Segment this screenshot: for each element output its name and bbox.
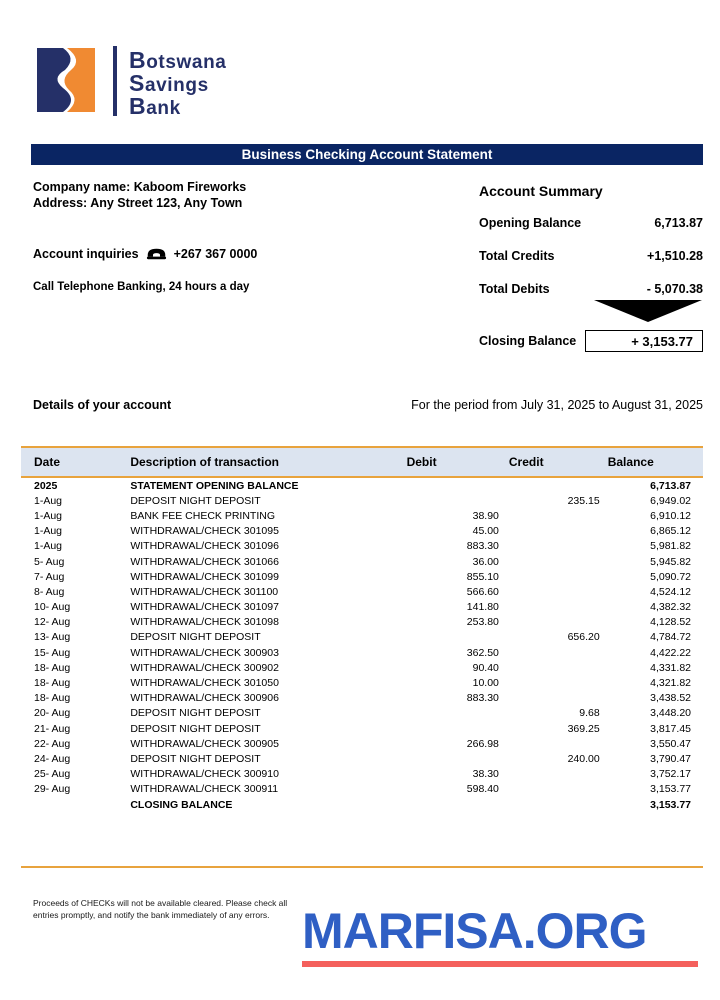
cell-description: DEPOSIT NIGHT DEPOSIT: [130, 631, 261, 644]
cell-credit: [509, 477, 608, 493]
cell-credit: [509, 675, 608, 690]
statement-period: For the period from July 31, 2025 to August 31, 2025: [411, 398, 703, 412]
cell-debit: 855.10: [466, 570, 499, 583]
cell-description: WITHDRAWAL/CHECK 301066: [130, 555, 279, 568]
column-header-date: Date: [21, 447, 130, 477]
details-heading: Details of your account: [33, 398, 172, 412]
cell-description: WITHDRAWAL/CHECK 300903: [130, 646, 279, 659]
cell-date: 24- Aug: [34, 752, 71, 765]
cell-date: 5- Aug: [34, 555, 65, 568]
cell-debit: [407, 477, 509, 493]
cell-debit: 36.00: [472, 555, 499, 568]
bank-logo: [33, 44, 303, 120]
bank-name-line-1: Botswana: [129, 47, 227, 73]
cell-date: 1-Aug: [34, 525, 63, 538]
cell-description: WITHDRAWAL/CHECK 301100: [130, 585, 279, 598]
account-summary-title: Account Summary: [479, 183, 603, 199]
table-row: [21, 675, 703, 690]
table-row: [21, 477, 703, 493]
account-inquiries-label: Account inquiries: [33, 247, 139, 261]
cell-credit: [509, 554, 608, 569]
cell-debit: 253.80: [466, 616, 499, 629]
cell-date: 13- Aug: [34, 631, 71, 644]
company-info: [33, 179, 246, 211]
cell-debit: 566.60: [466, 585, 499, 598]
table-row: [21, 584, 703, 599]
table-row: [21, 524, 703, 539]
cell-debit: 883.30: [466, 540, 499, 553]
cell-credit: [509, 797, 608, 812]
cell-credit: [509, 691, 608, 706]
cell-balance: 4,128.52: [650, 616, 691, 629]
table-row: [21, 615, 703, 630]
cell-balance: 6,713.87: [650, 479, 691, 492]
account-inquiries: [33, 247, 257, 261]
table-row: [21, 569, 703, 584]
cell-debit: [407, 630, 509, 645]
cell-balance: 4,382.32: [650, 601, 691, 614]
cell-balance: 4,422.22: [650, 646, 691, 659]
cell-credit: [509, 615, 608, 630]
watermark-underline: [302, 961, 698, 967]
cell-balance: 5,981.82: [650, 540, 691, 553]
table-row: [21, 706, 703, 721]
cell-description: WITHDRAWAL/CHECK 300905: [130, 737, 279, 750]
cell-description: WITHDRAWAL/CHECK 301098: [130, 616, 279, 629]
cell-debit: 266.98: [466, 737, 499, 750]
cell-debit: 90.40: [472, 661, 499, 674]
table-row: [21, 645, 703, 660]
cell-date: 18- Aug: [34, 661, 71, 674]
account-summary: [479, 183, 703, 349]
cell-date: 7- Aug: [34, 570, 65, 583]
telephone-icon: [146, 247, 167, 261]
summary-row-total-credits: [479, 249, 703, 263]
cell-date: 18- Aug: [34, 677, 71, 690]
cell-credit: 9.68: [579, 707, 600, 720]
cell-date: 12- Aug: [34, 616, 71, 629]
cell-credit: [509, 782, 608, 797]
cell-credit: [509, 736, 608, 751]
cell-credit: [509, 508, 608, 523]
cell-balance: 5,090.72: [650, 570, 691, 583]
column-header-balance: Balance: [608, 447, 703, 477]
cell-credit: [509, 539, 608, 554]
column-header-description: Description of transaction: [130, 447, 406, 477]
cell-balance: 6,865.12: [650, 525, 691, 538]
cell-debit: 45.00: [472, 525, 499, 538]
cell-credit: [509, 584, 608, 599]
cell-credit: [509, 767, 608, 782]
cell-date: 10- Aug: [34, 601, 71, 614]
column-header-debit: Debit: [407, 447, 509, 477]
cell-credit: [509, 660, 608, 675]
cell-balance: 4,524.12: [650, 585, 691, 598]
table-row: [21, 751, 703, 766]
bank-name-line-3: Bank: [129, 93, 181, 119]
summary-label: Total Credits: [479, 249, 555, 263]
table-bottom-rule: [21, 866, 703, 868]
cell-balance: 3,153.77: [650, 783, 691, 796]
summary-label: Opening Balance: [479, 216, 582, 230]
statement-title-bar: Business Checking Account Statement: [31, 144, 703, 165]
table-header-row: [21, 447, 703, 477]
cell-debit: [407, 751, 509, 766]
cell-balance: 6,949.02: [650, 494, 691, 507]
company-address: Address: Any Street 123, Any Town: [33, 196, 243, 210]
table-row: [21, 767, 703, 782]
cell-credit: 656.20: [567, 631, 600, 644]
cell-debit: 38.30: [472, 768, 499, 781]
cell-description: BANK FEE CHECK PRINTING: [130, 509, 276, 522]
cell-date: 8- Aug: [34, 585, 65, 598]
cell-date: 22- Aug: [34, 737, 71, 750]
cell-date: 2025: [34, 479, 58, 492]
cell-debit: 10.00: [472, 677, 499, 690]
watermark-text: MARFISA.ORG: [302, 903, 647, 959]
cell-debit: 883.30: [466, 692, 499, 705]
table-row: [21, 630, 703, 645]
cell-debit: 598.40: [466, 783, 499, 796]
cell-debit: 38.90: [472, 509, 499, 522]
table-row: [21, 691, 703, 706]
cell-credit: [509, 569, 608, 584]
telephone-banking-note: Call Telephone Banking, 24 hours a day: [33, 281, 250, 293]
cell-debit: [407, 721, 509, 736]
transactions-table: [21, 446, 703, 812]
cell-description: WITHDRAWAL/CHECK 300911: [130, 783, 279, 796]
company-name: Company name: Kaboom Fireworks: [33, 180, 247, 194]
cell-date: 25- Aug: [34, 768, 71, 781]
cell-date: 1-Aug: [34, 509, 63, 522]
cell-balance: 4,321.82: [650, 677, 691, 690]
cell-date: 21- Aug: [34, 722, 71, 735]
bank-name-line-2: Savings: [129, 70, 209, 96]
summary-label: Total Debits: [479, 282, 550, 296]
closing-balance-value: + 3,153.77: [585, 330, 703, 352]
table-row: [21, 493, 703, 508]
cell-date: 29- Aug: [34, 783, 71, 796]
bank-logo-icon: [33, 44, 105, 116]
cell-debit: 362.50: [466, 646, 499, 659]
cell-description: WITHDRAWAL/CHECK 301050: [130, 677, 279, 690]
bank-name: [129, 47, 227, 119]
table-row: [21, 782, 703, 797]
table-row: [21, 539, 703, 554]
cell-credit: 240.00: [567, 752, 600, 765]
cell-description: WITHDRAWAL/CHECK 301097: [130, 601, 279, 614]
disclaimer-text: Proceeds of CHECKs will not be available cleared. Please check all entries promptly, and notify the bank immediately of any errors.: [33, 898, 288, 920]
summary-value: +1,510.28: [647, 249, 703, 263]
cell-balance: 3,817.45: [650, 722, 691, 735]
cell-description: CLOSING BALANCE: [130, 798, 233, 811]
cell-balance: 4,331.82: [650, 661, 691, 674]
cell-description: WITHDRAWAL/CHECK 301099: [130, 570, 279, 583]
cell-balance: 5,945.82: [650, 555, 691, 568]
table-row: [21, 660, 703, 675]
cell-debit: [407, 797, 509, 812]
table-row: [21, 736, 703, 751]
cell-balance: 4,784.72: [650, 631, 691, 644]
cell-debit: [407, 493, 509, 508]
table-row: [21, 721, 703, 736]
summary-row-opening-balance: [479, 216, 703, 230]
cell-credit: [509, 645, 608, 660]
table-row: [21, 508, 703, 523]
summary-row-total-debits: [479, 282, 703, 296]
down-arrow-icon: [594, 300, 703, 322]
cell-description: WITHDRAWAL/CHECK 301095: [130, 525, 279, 538]
cell-credit: 369.25: [567, 722, 600, 735]
cell-debit: 141.80: [466, 601, 499, 614]
cell-date: 15- Aug: [34, 646, 71, 659]
logo-divider: [113, 46, 117, 116]
column-header-credit: Credit: [509, 447, 608, 477]
cell-debit: [407, 706, 509, 721]
table-row: [21, 600, 703, 615]
cell-date: 20- Aug: [34, 707, 71, 720]
cell-description: WITHDRAWAL/CHECK 300906: [130, 692, 279, 705]
table-row: [21, 554, 703, 569]
cell-date: [21, 797, 130, 812]
cell-balance: 3,752.17: [650, 768, 691, 781]
cell-balance: 3,448.20: [650, 707, 691, 720]
cell-date: 18- Aug: [34, 692, 71, 705]
cell-description: WITHDRAWAL/CHECK 300902: [130, 661, 279, 674]
cell-description: WITHDRAWAL/CHECK 301096: [130, 540, 279, 553]
summary-value: - 5,070.38: [646, 282, 703, 296]
cell-description: DEPOSIT NIGHT DEPOSIT: [130, 752, 261, 765]
cell-balance: 6,910.12: [650, 509, 691, 522]
cell-date: 1-Aug: [34, 540, 63, 553]
cell-balance: 3,550.47: [650, 737, 691, 750]
cell-description: DEPOSIT NIGHT DEPOSIT: [130, 707, 261, 720]
cell-description: DEPOSIT NIGHT DEPOSIT: [130, 722, 261, 735]
cell-credit: [509, 600, 608, 615]
marfisa-watermark: [302, 903, 702, 967]
cell-balance: 3,790.47: [650, 752, 691, 765]
cell-balance: 3,153.77: [650, 798, 691, 811]
closing-balance-label: Closing Balance: [479, 334, 577, 348]
cell-description: DEPOSIT NIGHT DEPOSIT: [130, 494, 261, 507]
cell-description: STATEMENT OPENING BALANCE: [130, 479, 299, 492]
cell-date: 1-Aug: [34, 494, 63, 507]
summary-row-closing-balance: [479, 330, 703, 352]
phone-number: +267 367 0000: [173, 247, 258, 261]
cell-credit: 235.15: [567, 494, 600, 507]
summary-value: 6,713.87: [654, 216, 703, 230]
cell-balance: 3,438.52: [650, 692, 691, 705]
table-row: [21, 797, 703, 812]
cell-description: WITHDRAWAL/CHECK 300910: [130, 768, 279, 781]
transactions-body: [21, 477, 703, 812]
cell-credit: [509, 524, 608, 539]
